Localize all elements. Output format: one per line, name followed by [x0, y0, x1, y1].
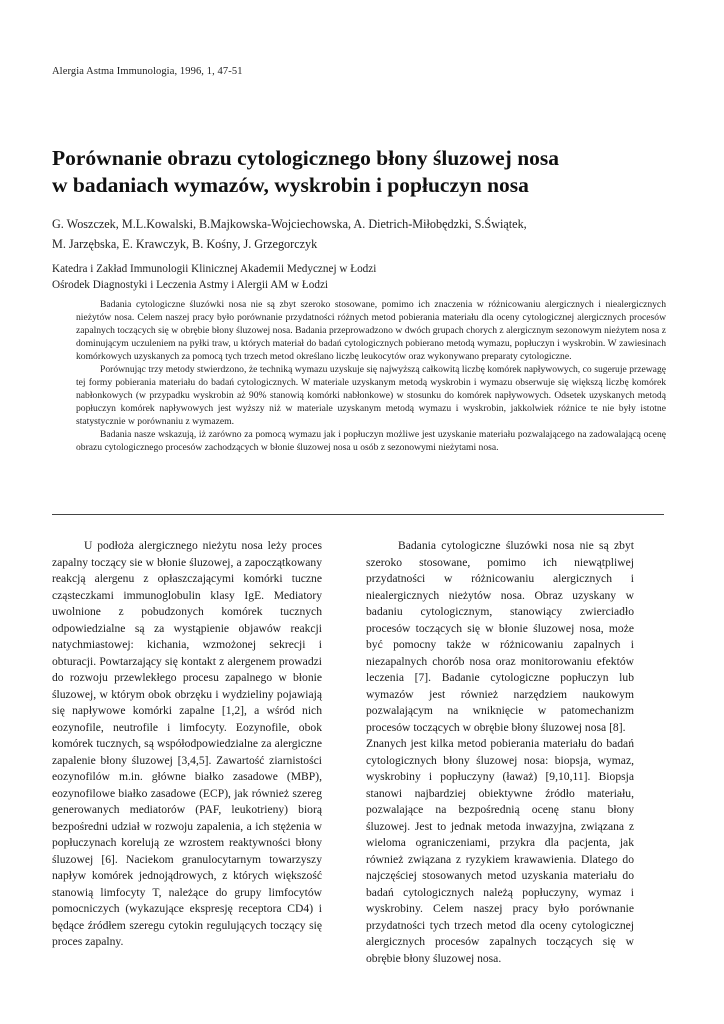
- section-divider: [52, 514, 664, 515]
- author-line: G. Woszczek, M.L.Kowalski, B.Majkowska-Wojciechowska, A. Dietrich-Miłobędzki, S.Świątek,: [52, 217, 527, 231]
- body-column-right: [366, 538, 634, 967]
- body-paragraph: Badania cytologiczne śluzówki nosa nie są zbyt szeroko stosowane, pomimo ich niewątpliwej przydatności w różnicowaniu alergicznych i niealergicznych nieżytów nosa. Obraz uzyskany w badaniu cytologicznym, stanowiący zwierciadło procesów toczących się w błonie śluzowej nosa, może być pomocny także w różnicowaniu zapalnych i niezapalnych chorób nosa oraz monitorowaniu efektów leczenia [7]. Badanie cytologiczne popłuczyn lub wymazów jest również narzędziem naukowym pozwalającym na wniknięcie w patomechanizm procesów toczących w obrębie błony śluzowej nosa [8].: [366, 539, 634, 734]
- abstract-paragraph: Badania cytologiczne śluzówki nosa nie są zbyt szeroko stosowane, pomimo ich znaczenia w różnicowaniu alergicznych i niealergicznych nieżytów nosa. Celem naszej pracy było porównanie przydatności różnych metod pobierania materiału dla oceny cytologicznej alergicznych procesów zapalnych toczących się w obrębie błony śluzowej nosa. Badania przeprowadzono w dwóch grupach chorych z alergicznym sezonowym nieżytem nosa z dominującym uczuleniem na pyłki traw, u których materiał do badań cytologicznych pobierano metodą wymazu, popłuczyn i wyskrobin. W zawiesinach komórkowych uzyskanych za pomocą tych trzech metod określano liczbę leukocytów oraz wykonywano preparaty cytologiczne.: [76, 299, 666, 362]
- abstract-paragraph: Porównując trzy metody stwierdzono, że techniką wymazu uzyskuje się najwyższą całkowitą liczbę komórek napływowych, co sugeruje przewagę tej formy pobierania materiału do badań cytologicznych. W materiale uzyskanym metodą wyskrobin i wymazu obserwuje się większą liczbę komórek nabłonkowych (w przypadku wyskrobin aż 90% stanowią komórki nabłonkowe) w stosunku do komórek napływowych. Odsetek uzyskanych metodą popłuczyn komórek napływowych jest wyższy niż w materiale uzyskanym metodą wymazu i wyskrobin, jakkolwiek różnice te nie były istotne statystycznie w porównaniu z wymazem.: [76, 364, 666, 427]
- affiliation-line: Katedra i Zakład Immunologii Klinicznej Akademii Medycznej w Łodzi: [52, 263, 377, 275]
- title-line: Porównanie obrazu cytologicznego błony śluzowej nosa: [52, 146, 560, 170]
- affiliations: [52, 262, 682, 293]
- abstract: [76, 298, 666, 454]
- affiliation-line: Ośrodek Diagnostyki i Leczenia Astmy i Alergii AM w Łodzi: [52, 278, 329, 291]
- author-line: M. Jarzębska, E. Krawczyk, B. Kośny, J. Grzegorczyk: [52, 237, 318, 251]
- body-column-left: [52, 538, 322, 951]
- body-paragraph: U podłoża alergicznego nieżytu nosa leży proces zapalny toczący sie w błonie śluzowej, a zapoczątkowany reakcją alergenu z opłaszczającymi komórki tuczne cząsteczkami immunoglobulin klasy IgE. Mediatory uwolnione z pobudzonych komórek tucznych odpowiedzialne są za wystąpienie objawów reakcji natychmiastowej: kichania, wzmożonej sekrecji i obturacji. Powtarzający się kontakt z alergenem prowadzi do rozwoju przewlekłego procesu zapalnego w błonie śluzowej, w którym obok obrzęku i wydzieliny pojawiają się napływowe komórki zapalne [1,2], a wśród nich eozynofile, neutrofile i limfocyty. Eozynofile, obok komórek tucznych, są współodpowiedzialne za alergiczne zapalenie błony śluzowej [3,4,5]. Zawartość ziarnistości eozynofilów m.in. główne białko zasadowe (MBP), eozynofilowe białko zasadowe (ECP), jak również szereg generowanych mediatorów (PAF, leukotrieny) biorą bezpośredni udział w rozwoju zapalenia, a ich stężenia w popłuczynach korelują ze wzrostem reaktywności błony śluzowej [6]. Naciekom granulocytarnym towarzyszy napływ komórek jednojądrowych, z których większość stanowią limfocyty T, należące do grupy limfocytów pomocniczych (wykazujące ekspresję receptora CD4) i będące źródłem szeregu cytokin regulujących toczący się proces zapalny.: [52, 539, 322, 948]
- journal-reference: Alergia Astma Immunologia, 1996, 1, 47-51: [52, 66, 243, 77]
- abstract-paragraph: Badania nasze wskazują, iż zarówno za pomocą wymazu jak i popłuczyn możliwe jest uzyskanie materiału pozwalającego na zadowalającą ocenę obrazu cytologicznego procesów zachodzących w błonie śluzowej nosa u osób z sezonowymi nieżytami nosa.: [76, 429, 666, 453]
- title-line: w badaniach wymazów, wyskrobin i popłuczyn nosa: [52, 173, 529, 197]
- body-paragraph: Znanych jest kilka metod pobierania materiału do badań cytologicznych błony śluzowej nosa: biopsja, wymaz, wyskrobiny i popłuczyny (ławaż) [9,10,11]. Biopsja stanowi najbardziej obiektywne źródło materiału, pozwalające na bezpośrednią ocenę stanu błony śluzowej. Jest to jednak metoda inwazyjna, związana z wieloma ograniczeniami, przykra dla pacjenta, jak również związana z ryzykiem krawawienia. Dlatego do najczęściej stosowanych metod uzyskania materiału do badań cytologicznych należą popłuczyny, wymaz i wyskrobiny. Celem naszej pracy było porównanie przydatności tych trzech metod dla oceny cytologicznej alergicznych procesów zapalnych toczących się w obrębie błony śluzowej nosa.: [366, 737, 634, 965]
- article-title: [52, 145, 682, 199]
- author-list: [52, 214, 682, 254]
